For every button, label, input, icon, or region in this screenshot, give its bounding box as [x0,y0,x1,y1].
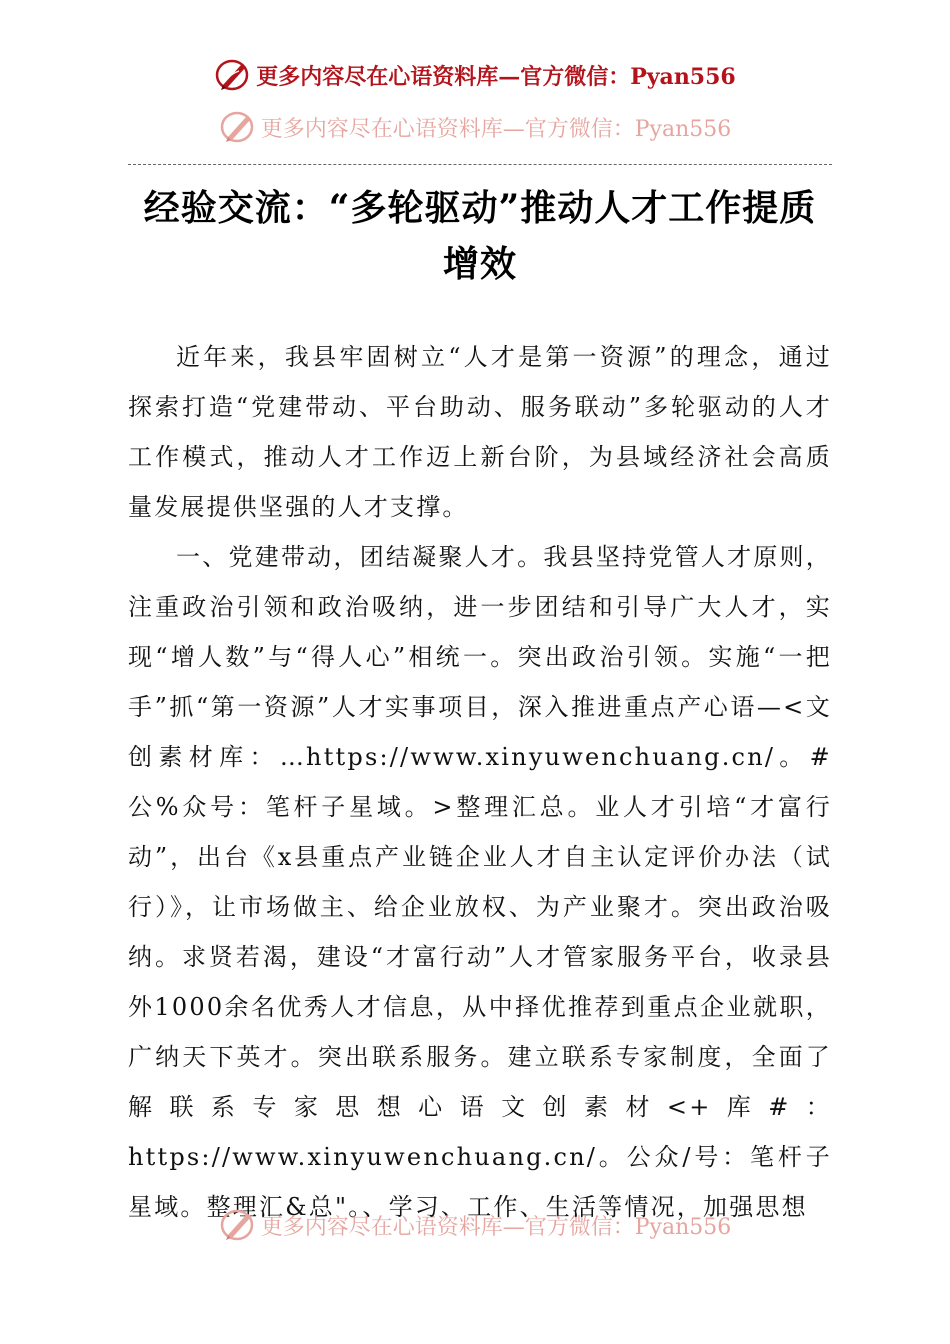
pen-logo-icon [214,58,252,92]
pen-logo-icon [219,1208,257,1242]
paragraph: 近年来，我县牢固树立“人才是第一资源”的理念，通过探索打造“党建带动、平台助动、服务联动”多轮驱动的人才工作模式，推动人才工作迈上新台阶，为县域经济社会高质量发展提供坚强的人才支撑。 [128,343,832,521]
pen-logo-icon [219,110,257,144]
header-divider [128,164,832,165]
document-body [128,332,832,1232]
banner-text: 更多内容尽在心语资料库—官方微信：Pyan556 [256,63,736,90]
banner-text: 更多内容尽在心语资料库—官方微信：Pyan556 [260,116,732,142]
document-title: 经验交流：“多轮驱动”推动人才工作提质增效 [143,187,817,285]
footer-banner [0,1208,950,1242]
paragraph: 一、党建带动，团结凝聚人才。我县坚持党管人才原则，注重政治引领和政治吸纳，进一步团结和引导广大人才，实现“增人数”与“得人心”相统一。突出政治引领。实施“一把手”抓“第一资源”人才实事项目，深入推进重点产心语—<文创素材库：…https://www.xinyuwenchuang.cn/。#公%众号：笔杆子星域。>整理汇总。业人才引培“才富行动”，出台《x县重点产业链企业人才自主认定评价办法（试行）》，让市场做主、给企业放权、为产业聚才。突出政治吸纳。求贤若渴，建设“才富行动”人才管家服务平台，收录县外1000余名优秀人才信息，从中择优推荐到重点企业就职，广纳天下英才。突出联系服务。建立联系专家制度，全面了解联系专家思想心语文创素材<+库#：https://www.xinyuwenchuang.cn/。公众/号：笔杆子星域。整理汇&总"。、学习、工作、生活等情况，加强思想 [128,543,832,1221]
header-banner-primary [0,58,950,92]
banner-text: 更多内容尽在心语资料库—官方微信：Pyan556 [260,1214,732,1240]
header-banner-secondary [0,110,950,144]
